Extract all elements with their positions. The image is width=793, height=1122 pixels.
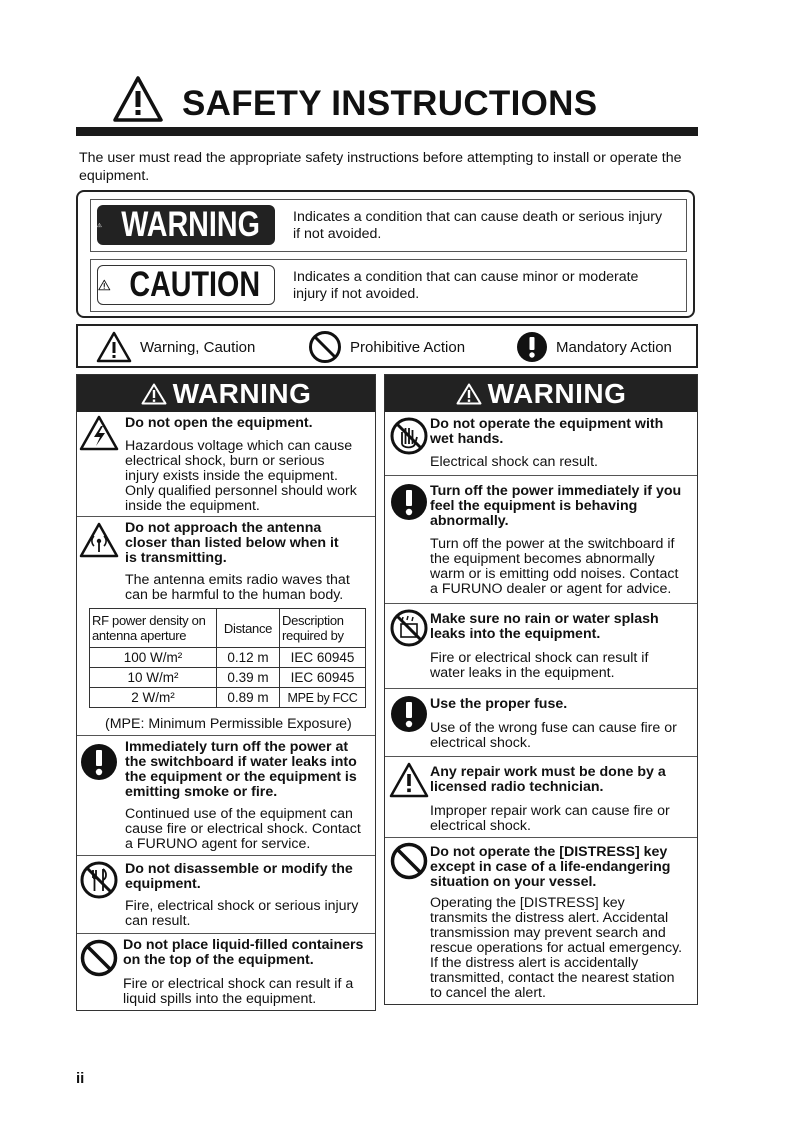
right-section-fuse: Use the proper fuse. Use of the wrong fuse can cause fire or electrical shock. — [385, 688, 697, 757]
table-header-row: RF power density on antenna aperture Distance Description required by — [90, 609, 366, 648]
rf-distance-table — [89, 608, 366, 708]
legend-warning-caution: Warning, Caution — [96, 331, 255, 363]
right-section-power-off: Turn off the power immediately if you feel the equipment is behaving abnormally. Turn off the power at the switchboard if the equipment becomes abnormally warm or is emitting odd noises. Contact a FURUNO dealer or agent for advice. — [385, 475, 697, 604]
warning-triangle-icon — [141, 383, 167, 405]
warning-triangle-icon — [389, 761, 429, 801]
caution-description: Indicates a condition that can cause minor or moderate injury if not avoided. — [293, 269, 639, 302]
caution-definition-row — [90, 259, 687, 312]
left-section-liquid: Do not place liquid-filled containers on the top of the equipment. Fire or electrical shock can result if a liquid spills into the equipment. — [77, 933, 375, 1011]
rf-table-note: (MPE: Minimum Permissible Exposure) — [105, 716, 352, 732]
warning-triangle-icon — [98, 270, 111, 300]
caution-badge — [97, 265, 275, 305]
warning-badge — [97, 205, 275, 245]
page-title: SAFETY INSTRUCTIONS — [182, 84, 598, 123]
table-row: 100 W/m² 0.12 m IEC 60945 — [90, 648, 366, 668]
legend-mandatory: Mandatory Action — [516, 331, 672, 363]
prohibited-icon — [79, 938, 119, 978]
right-section-distress-key: Do not operate the [DISTRESS] key except in case of a life-endangering situation on your vessel. Operating the [DISTRESS] key transmits the distress alert. Accidental transmission may prevent search and rescue operations for actual emergency. If the distress alert is accidentally transmitted, contact the nearest station to cancel the alert. — [385, 837, 697, 1005]
warning-word: WARNING — [121, 205, 260, 244]
warning-triangle-icon — [97, 210, 102, 240]
warning-description: Indicates a condition that can cause death or serious injury if not avoided. — [293, 209, 663, 242]
warning-definition-row — [90, 199, 687, 252]
mandatory-icon — [79, 742, 119, 782]
radiation-hazard-icon — [79, 521, 119, 561]
table-row: 2 W/m² 0.89 m MPE by FCC — [90, 688, 366, 708]
left-warning-column — [76, 374, 376, 1011]
left-column-header: WARNING — [77, 375, 375, 412]
legend-prohibitive: Prohibitive Action — [308, 331, 465, 363]
no-water-splash-icon — [389, 608, 429, 648]
left-section-disassemble: Do not disassemble or modify the equipment. Fire, electrical shock or serious injury can result. — [77, 855, 375, 934]
page-number: ii — [76, 1070, 85, 1087]
left-section-water-leak: Immediately turn off the power at the switchboard if water leaks into the equipment or the equipment is emitting smoke or fire. Continued use of the equipment can cause fire or electrical shock. Contact a FURUNO agent for service. — [77, 735, 375, 856]
signal-word-box — [76, 190, 695, 318]
prohibited-icon — [308, 330, 342, 364]
no-disassembly-icon — [79, 860, 119, 900]
mandatory-icon — [389, 482, 429, 522]
warning-triangle-icon — [456, 383, 482, 405]
table-row: 10 W/m² 0.39 m IEC 60945 — [90, 668, 366, 688]
right-section-water-splash: Make sure no rain or water splash leaks into the equipment. Fire or electrical shock can result if water leaks in the equipment. — [385, 603, 697, 689]
caution-word: CAUTION — [128, 265, 260, 304]
prohibited-icon — [389, 841, 429, 881]
no-wet-hands-icon — [389, 416, 429, 456]
right-column-header: WARNING — [385, 375, 697, 412]
symbol-legend — [76, 324, 698, 368]
warning-triangle-icon — [112, 75, 164, 123]
right-warning-column — [384, 374, 698, 1005]
intro-text: The user must read the appropriate safety instructions before attempting to install or operate the equipment. — [79, 150, 682, 184]
mandatory-icon — [516, 331, 548, 363]
title-rule — [76, 127, 698, 136]
left-section-open-equipment: Do not open the equipment. Hazardous voltage which can cause electrical shock, burn or serious injury exists inside the equipment. Only qualified personnel should work inside the equipment. — [77, 412, 375, 516]
right-section-repair: Any repair work must be done by a licensed radio technician. Improper repair work can cause fire or electrical shock. — [385, 756, 697, 838]
warning-triangle-icon — [96, 331, 132, 363]
electric-hazard-icon — [79, 414, 119, 454]
mandatory-icon — [389, 694, 429, 734]
left-section-antenna: Do not approach the antenna closer than listed below when it is transmitting. The antenna emits radio waves that can be harmful to the human body. RF power density on antenna aperture Distance Description required by 100 W/m² 0.12 m IEC 60945 10 W/m² 0.39 m IEC 60945 2 W/m² 0.89 m MPE by FCC (MPE: Minimum Permissible Exposure) — [77, 516, 375, 736]
right-section-wet-hands: Do not operate the equipment with wet hands. Electrical shock can result. — [385, 412, 697, 475]
